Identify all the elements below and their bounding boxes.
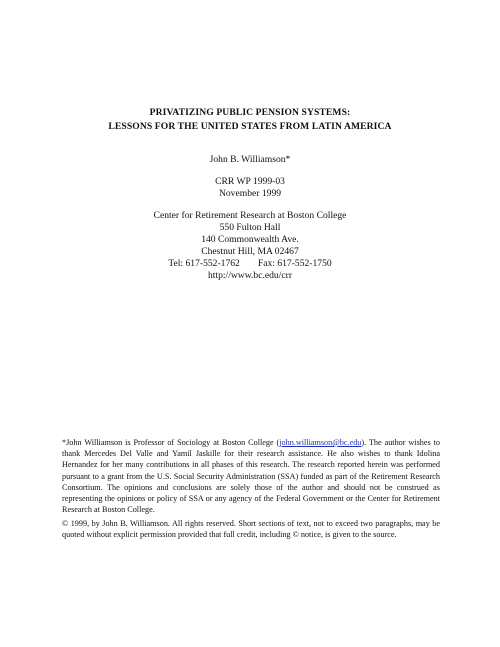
working-paper-date: November 1999 bbox=[218, 188, 282, 199]
telephone-number: Tel: 617-552-1762 bbox=[168, 258, 240, 269]
contact-phone-line bbox=[0, 258, 500, 270]
footnote-text-start: *John Williamson is Professor of Sociology at Boston College ( bbox=[62, 438, 280, 447]
author-email-link[interactable]: john.williamson@bc.edu bbox=[279, 438, 362, 447]
working-paper-info bbox=[0, 176, 500, 200]
center-city: Chestnut Hill, MA 02467 bbox=[201, 246, 299, 257]
working-paper-number: CRR WP 1999-03 bbox=[215, 176, 285, 187]
center-address-block bbox=[0, 210, 500, 282]
paper-title bbox=[0, 106, 500, 134]
fax-number: Fax: 617-552-1750 bbox=[257, 258, 332, 269]
center-street: 140 Commonwealth Ave. bbox=[201, 234, 299, 245]
center-building: 550 Fulton Hall bbox=[219, 222, 281, 233]
title-line-1: PRIVATIZING PUBLIC PENSION SYSTEMS: bbox=[149, 107, 351, 118]
author-footnote bbox=[62, 437, 440, 515]
author-name: John B. Williamson* bbox=[209, 154, 291, 165]
title-line-2: LESSONS FOR THE UNITED STATES FROM LATIN AMERICA bbox=[108, 121, 392, 132]
copyright-notice: © 1999, by John B. Williamson. All rights reserved. Short sections of text, not to exceed two paragraphs, may be quoted without explicit permission provided that full credit, including © notice, is given to the source. bbox=[62, 519, 440, 540]
center-name: Center for Retirement Research at Boston College bbox=[153, 210, 347, 221]
center-url[interactable]: http://www.bc.edu/crr bbox=[207, 270, 293, 281]
footnote-text-end: ). The author wishes to thank Mercedes Del Valle and Yamil Jaskille for their research assistance. He also wishes to thank Idolina Hernandez for her many contributions in all phases of this research. The research reported herein was performed pursuant to a grant from the U.S. Social Security Administration (SSA) funded as part of the Retirement Research Consortium. The opinions and conclusions are solely those of the author and should not be construed as representing the opinions or policy of SSA or any agency of the Federal Government or the Center for Retirement Research at Boston College. bbox=[62, 438, 440, 515]
